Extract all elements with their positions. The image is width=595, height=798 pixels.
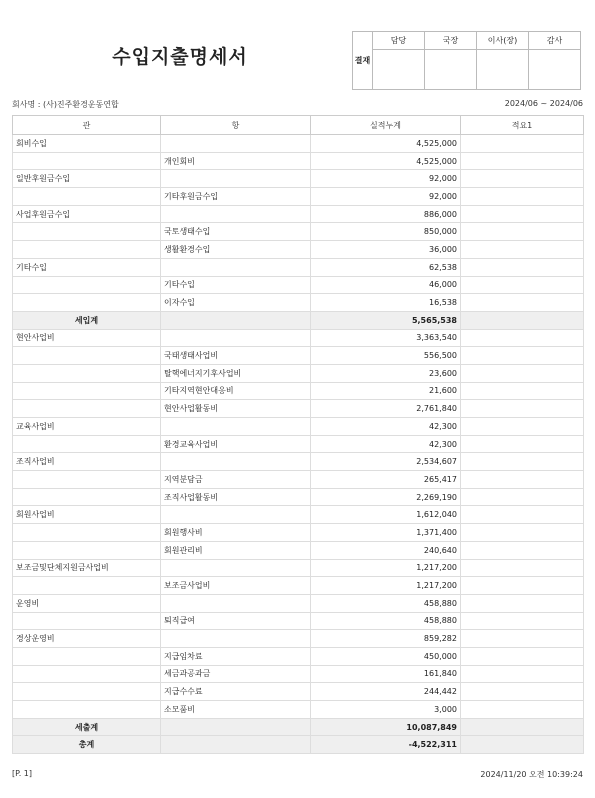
cell-hang <box>161 329 311 347</box>
cell-memo <box>461 736 584 754</box>
cell-hang: 기타지역현안대응비 <box>161 382 311 400</box>
cell-kwan <box>13 683 161 701</box>
cell-hang <box>161 736 311 754</box>
header-memo: 적요1 <box>461 116 584 135</box>
cell-amount: 62,538 <box>311 258 461 276</box>
cell-amount: 161,840 <box>311 665 461 683</box>
cell-amount: 450,000 <box>311 647 461 665</box>
cell-memo <box>461 612 584 630</box>
cell-kwan <box>13 400 161 418</box>
company-name: 회사명 : (사)진주환경운동연합 <box>12 100 119 109</box>
cell-memo <box>461 541 584 559</box>
cell-kwan <box>13 577 161 595</box>
cell-amount: 458,880 <box>311 594 461 612</box>
cell-kwan: 회비수입 <box>13 135 161 153</box>
cell-kwan <box>13 524 161 542</box>
cell-amount: 46,000 <box>311 276 461 294</box>
cell-kwan <box>13 276 161 294</box>
cell-hang <box>161 718 311 736</box>
cell-memo <box>461 329 584 347</box>
table-row <box>13 471 584 489</box>
cell-amount: 42,300 <box>311 435 461 453</box>
cell-memo <box>461 382 584 400</box>
report-period: 2024/06 ~ 2024/06 <box>504 99 583 108</box>
signature-cell <box>529 50 581 90</box>
cell-amount: 556,500 <box>311 347 461 365</box>
table-row <box>13 223 584 241</box>
cell-hang: 조직사업활동비 <box>161 488 311 506</box>
approval-col-auditor: 감사 <box>529 32 581 50</box>
cell-memo <box>461 683 584 701</box>
cell-amount: 2,269,190 <box>311 488 461 506</box>
table-row <box>13 135 584 153</box>
cell-amount: 2,534,607 <box>311 453 461 471</box>
cell-hang <box>161 453 311 471</box>
cell-memo <box>461 524 584 542</box>
table-row <box>13 418 584 436</box>
table-row <box>13 647 584 665</box>
cell-memo <box>461 506 584 524</box>
table-row <box>13 683 584 701</box>
cell-hang: 지급수수료 <box>161 683 311 701</box>
cell-hang: 소모품비 <box>161 701 311 719</box>
cell-memo <box>461 701 584 719</box>
table-row <box>13 276 584 294</box>
cell-hang: 기타후원금수입 <box>161 188 311 206</box>
cell-kwan <box>13 188 161 206</box>
cell-memo <box>461 594 584 612</box>
cell-kwan <box>13 471 161 489</box>
table-row <box>13 329 584 347</box>
cell-kwan: 세출계 <box>13 718 161 736</box>
table-row <box>13 701 584 719</box>
table-row <box>13 630 584 648</box>
cell-amount: 36,000 <box>311 241 461 259</box>
cell-hang: 기타수입 <box>161 276 311 294</box>
cell-hang: 회원관리비 <box>161 541 311 559</box>
cell-memo <box>461 152 584 170</box>
cell-memo <box>461 665 584 683</box>
table-row <box>13 577 584 595</box>
cell-memo <box>461 364 584 382</box>
cell-hang: 탈핵에너지기후사업비 <box>161 364 311 382</box>
cell-amount: 1,217,200 <box>311 577 461 595</box>
table-row <box>13 188 584 206</box>
cell-memo <box>461 400 584 418</box>
table-row <box>13 241 584 259</box>
cell-hang: 개인회비 <box>161 152 311 170</box>
cell-kwan <box>13 152 161 170</box>
approval-col-director: 국장 <box>425 32 477 50</box>
cell-amount: 1,217,200 <box>311 559 461 577</box>
cell-kwan <box>13 488 161 506</box>
cell-kwan: 운영비 <box>13 594 161 612</box>
summary-row <box>13 311 584 329</box>
summary-row <box>13 736 584 754</box>
cell-amount: 886,000 <box>311 205 461 223</box>
table-row <box>13 524 584 542</box>
cell-amount: -4,522,311 <box>311 736 461 754</box>
cell-memo <box>461 435 584 453</box>
cell-hang: 지급임차료 <box>161 647 311 665</box>
cell-amount: 23,600 <box>311 364 461 382</box>
cell-memo <box>461 471 584 489</box>
cell-kwan: 교육사업비 <box>13 418 161 436</box>
signature-cell <box>425 50 477 90</box>
cell-hang: 퇴직급여 <box>161 612 311 630</box>
cell-kwan <box>13 647 161 665</box>
cell-kwan: 회원사업비 <box>13 506 161 524</box>
cell-kwan <box>13 435 161 453</box>
cell-memo <box>461 559 584 577</box>
cell-memo <box>461 311 584 329</box>
cell-amount: 21,600 <box>311 382 461 400</box>
cell-memo <box>461 577 584 595</box>
cell-kwan <box>13 364 161 382</box>
cell-hang <box>161 506 311 524</box>
cell-amount: 244,442 <box>311 683 461 701</box>
cell-memo <box>461 205 584 223</box>
cell-amount: 5,565,538 <box>311 311 461 329</box>
cell-hang: 국태생태사업비 <box>161 347 311 365</box>
cell-kwan <box>13 541 161 559</box>
cell-memo <box>461 223 584 241</box>
table-row <box>13 364 584 382</box>
table-row <box>13 400 584 418</box>
cell-memo <box>461 188 584 206</box>
cell-amount: 92,000 <box>311 188 461 206</box>
cell-kwan <box>13 612 161 630</box>
cell-kwan: 현안사업비 <box>13 329 161 347</box>
cell-hang <box>161 418 311 436</box>
table-row <box>13 382 584 400</box>
page-number: [P. 1] <box>12 769 32 778</box>
cell-hang: 국토생태수입 <box>161 223 311 241</box>
cell-kwan <box>13 382 161 400</box>
cell-hang <box>161 205 311 223</box>
cell-amount: 3,363,540 <box>311 329 461 347</box>
cell-amount: 859,282 <box>311 630 461 648</box>
table-row <box>13 152 584 170</box>
cell-hang <box>161 258 311 276</box>
table-row <box>13 170 584 188</box>
table-row <box>13 435 584 453</box>
page-title: 수입지출명세서 <box>112 46 248 68</box>
cell-hang: 보조금사업비 <box>161 577 311 595</box>
cell-amount: 850,000 <box>311 223 461 241</box>
cell-memo <box>461 241 584 259</box>
cell-amount: 4,525,000 <box>311 152 461 170</box>
approval-label: 결재 <box>353 32 373 90</box>
table-row <box>13 488 584 506</box>
cell-amount: 92,000 <box>311 170 461 188</box>
cell-memo <box>461 718 584 736</box>
cell-hang <box>161 311 311 329</box>
table-row <box>13 258 584 276</box>
cell-memo <box>461 276 584 294</box>
cell-memo <box>461 418 584 436</box>
cell-amount: 2,761,840 <box>311 400 461 418</box>
cell-amount: 240,640 <box>311 541 461 559</box>
cell-kwan: 일반후원금수입 <box>13 170 161 188</box>
table-row <box>13 594 584 612</box>
cell-memo <box>461 294 584 312</box>
cell-hang: 환경교육사업비 <box>161 435 311 453</box>
approval-box <box>352 31 581 90</box>
table-row <box>13 453 584 471</box>
signature-cell <box>373 50 425 90</box>
cell-hang <box>161 559 311 577</box>
cell-hang <box>161 170 311 188</box>
cell-kwan: 사업후원금수입 <box>13 205 161 223</box>
signature-cell <box>477 50 529 90</box>
cell-hang <box>161 135 311 153</box>
cell-hang: 현안사업활동비 <box>161 400 311 418</box>
table-header-row <box>13 116 584 135</box>
header-kwan: 관 <box>13 116 161 135</box>
cell-amount: 4,525,000 <box>311 135 461 153</box>
cell-kwan: 조직사업비 <box>13 453 161 471</box>
summary-row <box>13 718 584 736</box>
cell-memo <box>461 170 584 188</box>
table-row <box>13 612 584 630</box>
table-row <box>13 347 584 365</box>
approval-col-chairman: 이사(장) <box>477 32 529 50</box>
cell-amount: 1,371,400 <box>311 524 461 542</box>
cell-kwan: 세입계 <box>13 311 161 329</box>
cell-hang: 회원행사비 <box>161 524 311 542</box>
cell-memo <box>461 630 584 648</box>
cell-memo <box>461 647 584 665</box>
cell-kwan <box>13 347 161 365</box>
table-row <box>13 205 584 223</box>
cell-memo <box>461 488 584 506</box>
table-row <box>13 665 584 683</box>
cell-memo <box>461 347 584 365</box>
cell-kwan <box>13 665 161 683</box>
table-body <box>13 135 584 754</box>
cell-hang <box>161 630 311 648</box>
cell-kwan: 기타수입 <box>13 258 161 276</box>
table-row <box>13 506 584 524</box>
table-row <box>13 559 584 577</box>
cell-amount: 3,000 <box>311 701 461 719</box>
cell-hang: 세금과공과금 <box>161 665 311 683</box>
cell-hang: 이자수입 <box>161 294 311 312</box>
table-row <box>13 294 584 312</box>
cell-memo <box>461 258 584 276</box>
cell-kwan <box>13 223 161 241</box>
cell-amount: 1,612,040 <box>311 506 461 524</box>
cell-amount: 42,300 <box>311 418 461 436</box>
cell-kwan <box>13 294 161 312</box>
statement-table <box>12 115 584 754</box>
table-row <box>13 541 584 559</box>
cell-kwan: 총계 <box>13 736 161 754</box>
approval-col-staff: 담당 <box>373 32 425 50</box>
cell-kwan: 경상운영비 <box>13 630 161 648</box>
cell-amount: 458,880 <box>311 612 461 630</box>
cell-memo <box>461 453 584 471</box>
cell-kwan <box>13 701 161 719</box>
header-amount: 실적누계 <box>311 116 461 135</box>
header-hang: 항 <box>161 116 311 135</box>
cell-kwan: 보조금및단체지원금사업비 <box>13 559 161 577</box>
cell-amount: 265,417 <box>311 471 461 489</box>
print-timestamp: 2024/11/20 오전 10:39:24 <box>480 770 583 779</box>
cell-hang: 지역분담금 <box>161 471 311 489</box>
cell-amount: 16,538 <box>311 294 461 312</box>
cell-amount: 10,087,849 <box>311 718 461 736</box>
cell-kwan <box>13 241 161 259</box>
cell-hang <box>161 594 311 612</box>
cell-memo <box>461 135 584 153</box>
cell-hang: 생활환경수입 <box>161 241 311 259</box>
